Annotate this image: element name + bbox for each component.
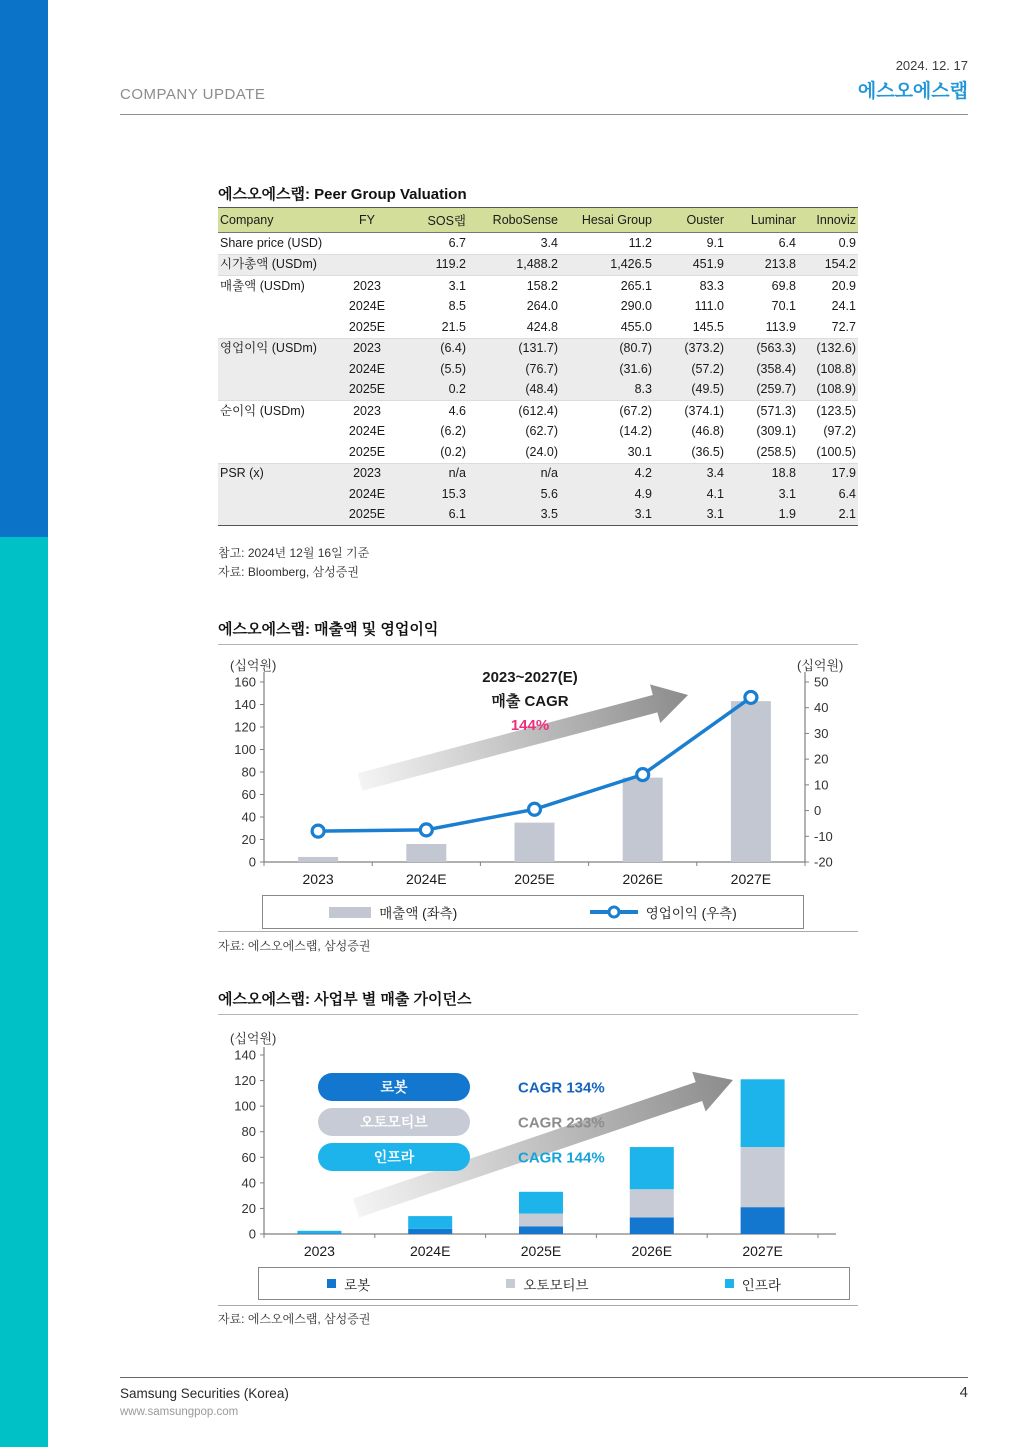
value-cell: 0.9	[838, 235, 856, 250]
row-label-cell: 시가총액 (USDm)	[218, 254, 336, 276]
peer-valuation-table	[218, 207, 858, 526]
legend-item	[327, 1274, 370, 1294]
value-cell: 145.5	[692, 319, 724, 334]
chart2-legend	[258, 1267, 850, 1300]
legend-label: 로봇	[344, 1277, 371, 1293]
segment-bar-2027E	[741, 1147, 785, 1207]
chart2-axis-unit: (십억원)	[230, 1031, 277, 1046]
right-tick-label: 0	[814, 803, 822, 819]
table-row	[218, 380, 858, 401]
segment-pill-label: 오토모티브	[360, 1114, 428, 1130]
left-tick-label: 160	[234, 674, 256, 690]
value-cell: (374.1)	[654, 401, 726, 422]
segment-bar-2027E	[741, 1079, 785, 1147]
fiscal-year-cell: 2023	[336, 276, 398, 297]
fiscal-year-cell	[336, 254, 398, 276]
value-cell: (62.7)	[525, 424, 558, 439]
x-axis-label: 2027E	[730, 871, 772, 887]
segment-bar-2025E	[519, 1192, 563, 1214]
value-cell: (67.2)	[560, 401, 654, 422]
chart1-left-axis-unit: (십억원)	[230, 658, 277, 673]
value-cell: (76.7)	[468, 359, 560, 380]
value-cell: (5.5)	[398, 359, 468, 380]
row-label-cell	[218, 442, 336, 463]
x-axis-label: 2026E	[631, 1243, 673, 1259]
footer-divider	[120, 1377, 968, 1378]
table-row	[218, 254, 858, 276]
value-cell: 20.9	[798, 276, 858, 297]
chart1-title: 에스오에스랩: 매출액 및 영업이익	[218, 618, 858, 645]
value-cell: 451.9	[654, 254, 726, 276]
sidebar-accent-teal	[0, 537, 48, 1447]
left-tick-label: 20	[241, 832, 256, 847]
page-number: 4	[959, 1384, 968, 1401]
value-cell: 6.4	[798, 484, 858, 505]
table-row	[218, 442, 858, 463]
value-cell: 72.7	[831, 319, 856, 334]
value-cell: 9.1	[706, 235, 724, 250]
value-cell: 3.1	[726, 484, 798, 505]
revenue-bar-2026E	[623, 778, 663, 862]
right-tick-label: 50	[814, 674, 829, 690]
fiscal-year-cell: 2024E	[348, 424, 386, 439]
revenue-swatch	[329, 907, 371, 918]
fiscal-year-cell: 2024E	[336, 359, 398, 380]
value-cell: (46.8)	[691, 424, 724, 439]
legend-item-revenue	[329, 902, 457, 922]
fiscal-year-cell: 2023	[336, 463, 398, 484]
table-row	[218, 484, 858, 505]
value-cell: 424.8	[526, 319, 558, 334]
value-cell: (108.8)	[798, 359, 858, 380]
value-cell: 119.2	[398, 254, 468, 276]
legend-label: 오토모티브	[523, 1277, 589, 1293]
value-cell: 4.1	[654, 484, 726, 505]
x-axis-label: 2025E	[514, 871, 555, 887]
value-cell: 8.5	[448, 299, 466, 314]
value-cell: n/a	[468, 463, 560, 484]
value-cell: 154.2	[798, 254, 858, 276]
value-cell: (258.5)	[756, 444, 796, 459]
table-row	[218, 505, 858, 526]
chart1-source: 자료: 에스오에스랩, 삼성증권	[218, 939, 371, 953]
fiscal-year-cell	[336, 233, 398, 255]
legend-label: 매출액 (좌측)	[379, 906, 458, 921]
value-cell: 69.8	[726, 276, 798, 297]
company-name: 에스오에스랩	[857, 81, 968, 102]
segment-bar-2026E	[630, 1147, 674, 1189]
segment-bar-2026E	[630, 1217, 674, 1234]
revenue-bar-2025E	[515, 823, 555, 862]
segment-bar-2026E	[630, 1189, 674, 1217]
value-cell: 113.9	[765, 319, 796, 334]
value-cell: 3.4	[540, 235, 558, 250]
row-label-cell	[218, 317, 336, 338]
value-cell: 290.0	[620, 299, 652, 314]
column-header: Ouster	[654, 208, 726, 233]
value-cell: 3.4	[654, 463, 726, 484]
fiscal-year-cell: 2025E	[336, 380, 398, 401]
x-axis-label: 2023	[302, 871, 334, 887]
value-cell: 24.1	[831, 299, 856, 314]
column-header: RoboSense	[468, 208, 560, 233]
x-axis-label: 2025E	[520, 1243, 562, 1259]
x-axis-label: 2027E	[742, 1243, 783, 1259]
table-row	[218, 463, 858, 484]
legend-item	[506, 1274, 588, 1294]
segment-bar-2023	[297, 1233, 341, 1234]
footer-firm-name: Samsung Securities (Korea)	[120, 1386, 289, 1401]
row-label-cell: Share price (USD)	[220, 235, 323, 250]
row-label-cell	[218, 422, 336, 443]
chart2-source: 자료: 에스오에스랩, 삼성증권	[218, 1312, 371, 1326]
x-axis-label: 2023	[303, 1243, 335, 1259]
segment-pill-label: 인프라	[373, 1149, 415, 1165]
value-cell: 1.9	[726, 505, 798, 526]
segment-bar-2024E	[408, 1216, 452, 1229]
header-divider	[120, 114, 968, 115]
x-axis-label: 2024E	[409, 1243, 451, 1259]
table-row	[218, 359, 858, 380]
chart2-svg	[218, 1015, 858, 1267]
value-cell: 83.3	[654, 276, 726, 297]
column-header: Hesai Group	[560, 208, 654, 233]
value-cell: 455.0	[620, 319, 652, 334]
value-cell: (6.4)	[398, 338, 468, 359]
legend-label: 인프라	[741, 1277, 781, 1293]
value-cell: 111.0	[694, 299, 724, 314]
operating-profit-point-2024E	[420, 824, 432, 836]
left-tick-label: 100	[234, 742, 256, 757]
report-date: 2024. 12. 17	[895, 58, 968, 73]
chart1-annotation	[400, 666, 660, 738]
value-cell: 17.9	[798, 463, 858, 484]
left-tick-label: 140	[234, 697, 256, 712]
chart1-right-axis-unit: (십억원)	[797, 658, 844, 673]
value-cell: 1,426.5	[560, 254, 654, 276]
left-tick-label: 120	[234, 1073, 256, 1089]
fiscal-year-cell: 2025E	[348, 319, 386, 334]
value-cell: 70.1	[771, 299, 796, 314]
value-cell: (97.2)	[823, 424, 856, 439]
value-cell: (108.9)	[798, 380, 858, 401]
right-tick-label: 40	[814, 700, 829, 716]
fiscal-year-cell: 2024E	[336, 484, 398, 505]
left-tick-label: 60	[241, 1149, 256, 1165]
value-cell: (31.6)	[560, 359, 654, 380]
value-cell: 158.2	[468, 276, 560, 297]
segment-bar-2025E	[519, 1226, 563, 1234]
column-header: Innoviz	[798, 208, 858, 233]
row-label-cell	[218, 359, 336, 380]
value-cell: 3.1	[654, 505, 726, 526]
annotation-period: 2023~2027(E)	[482, 669, 578, 686]
segment-cagr-label: CAGR 144%	[518, 1149, 605, 1167]
value-cell: 3.5	[468, 505, 560, 526]
value-cell: (259.7)	[726, 380, 798, 401]
operating-profit-point-2026E	[637, 769, 649, 781]
operating-profit-point-2023	[312, 825, 324, 837]
row-label-cell: 영업이익 (USDm)	[218, 338, 336, 359]
operating-profit-point-2025E	[529, 803, 541, 815]
column-header: Luminar	[726, 208, 798, 233]
row-label-cell	[218, 380, 336, 401]
value-cell: (48.4)	[468, 380, 560, 401]
segment-bar-2023	[297, 1231, 341, 1234]
revenue-bar-2027E	[731, 701, 771, 862]
table-note-basis: 참고: 2024년 12월 16일 기준	[218, 546, 370, 560]
value-cell: (49.5)	[654, 380, 726, 401]
right-tick-label: -20	[814, 854, 833, 870]
row-label-cell	[218, 505, 336, 526]
value-cell: 21.5	[441, 319, 466, 334]
row-label-cell	[218, 297, 336, 318]
operating-profit-point-2027E	[745, 691, 757, 703]
line-swatch	[590, 910, 638, 914]
value-cell: 2.1	[798, 505, 858, 526]
segment-bar-2025E	[519, 1214, 563, 1227]
value-cell: 0.2	[398, 380, 468, 401]
value-cell: 213.8	[726, 254, 798, 276]
right-tick-label: 30	[814, 725, 829, 741]
value-cell: 6.4	[778, 235, 796, 250]
table-row	[218, 422, 858, 443]
legend-item	[725, 1274, 781, 1294]
value-cell: (123.5)	[798, 401, 858, 422]
left-tick-label: 140	[234, 1047, 256, 1063]
value-cell: (373.2)	[654, 338, 726, 359]
value-cell: 3.1	[560, 505, 654, 526]
segment-bar-2027E	[741, 1207, 785, 1234]
right-tick-label: 10	[814, 777, 829, 793]
table-title: 에스오에스랩: Peer Group Valuation	[218, 186, 467, 203]
value-cell: (132.6)	[798, 338, 858, 359]
fiscal-year-cell: 2023	[336, 338, 398, 359]
row-label-cell: 매출액 (USDm)	[218, 276, 336, 297]
right-tick-label: -10	[814, 828, 833, 844]
value-cell: 264.0	[526, 299, 558, 314]
value-cell: (24.0)	[525, 444, 558, 459]
left-tick-label: 100	[234, 1098, 256, 1114]
row-label-cell: 순이익 (USDm)	[218, 401, 336, 422]
value-cell: 4.6	[398, 401, 468, 422]
segment-cagr-label: CAGR 134%	[518, 1079, 605, 1097]
legend-label: 영업이익 (우측)	[645, 906, 737, 921]
value-cell: (100.5)	[816, 444, 856, 459]
annotation-cagr-value: 144%	[510, 717, 550, 734]
value-cell: 18.8	[726, 463, 798, 484]
value-cell: 4.2	[560, 463, 654, 484]
value-cell: 5.6	[468, 484, 560, 505]
value-cell: (571.3)	[726, 401, 798, 422]
legend-swatch	[327, 1279, 336, 1288]
left-tick-label: 40	[241, 809, 256, 825]
annotation-metric: 매출 CAGR	[491, 693, 569, 710]
peer-table-head	[218, 208, 858, 233]
value-cell: 11.2	[628, 235, 652, 250]
value-cell: (309.1)	[756, 424, 796, 439]
line-dot	[607, 906, 620, 919]
table-row	[218, 297, 858, 318]
value-cell: n/a	[398, 463, 468, 484]
value-cell: (358.4)	[726, 359, 798, 380]
value-cell: (36.5)	[691, 444, 724, 459]
legend-swatch	[506, 1279, 515, 1288]
value-cell: 6.1	[398, 505, 468, 526]
x-axis-label: 2024E	[406, 871, 447, 887]
value-cell: 15.3	[398, 484, 468, 505]
value-cell: 3.1	[398, 276, 468, 297]
value-cell: (57.2)	[654, 359, 726, 380]
column-header: Company	[218, 208, 336, 233]
brand-label: COMPANY UPDATE	[120, 86, 266, 103]
row-label-cell: PSR (x)	[218, 463, 336, 484]
footer-website: www.samsungpop.com	[120, 1406, 239, 1418]
right-tick-label: 20	[814, 751, 829, 767]
legend-item-operating-profit	[590, 902, 737, 922]
table-note-source: 자료: Bloomberg, 삼성증권	[218, 565, 359, 579]
row-label-cell	[218, 484, 336, 505]
revenue-bar-2024E	[406, 844, 446, 862]
sidebar-accent-blue	[0, 0, 48, 537]
chart2-source-divider	[218, 1305, 858, 1306]
segment-cagr-label: CAGR 233%	[518, 1114, 605, 1132]
value-cell: (131.7)	[468, 338, 560, 359]
value-cell: 4.9	[560, 484, 654, 505]
segment-pill-label: 로봇	[380, 1079, 408, 1095]
table-row	[218, 276, 858, 297]
fiscal-year-cell: 2025E	[336, 505, 398, 526]
fiscal-year-cell: 2023	[336, 401, 398, 422]
left-tick-label: 0	[248, 1226, 256, 1242]
left-tick-label: 40	[241, 1175, 256, 1191]
value-cell: 1,488.2	[468, 254, 560, 276]
column-header: SOS랩	[398, 208, 468, 233]
x-axis-label: 2026E	[622, 871, 663, 887]
value-cell: (563.3)	[726, 338, 798, 359]
value-cell: (14.2)	[619, 424, 652, 439]
left-tick-label: 60	[241, 787, 256, 802]
value-cell: 6.7	[448, 235, 466, 250]
left-tick-label: 20	[241, 1200, 256, 1216]
left-tick-label: 0	[248, 854, 256, 870]
revenue-bar-2023	[298, 857, 338, 862]
chart1-source-divider	[218, 931, 858, 932]
left-tick-label: 120	[234, 719, 256, 735]
table-row	[218, 233, 858, 255]
fiscal-year-cell: 2025E	[348, 444, 386, 459]
column-header: FY	[336, 208, 398, 233]
value-cell: 265.1	[560, 276, 654, 297]
value-cell: 30.1	[627, 444, 652, 459]
peer-table-body	[218, 233, 858, 526]
chart1-legend	[262, 895, 804, 929]
value-cell: 8.3	[560, 380, 654, 401]
left-tick-label: 80	[241, 764, 256, 780]
table-row	[218, 338, 858, 359]
table-row	[218, 317, 858, 338]
chart2-title: 에스오에스랩: 사업부 별 매출 가이던스	[218, 988, 858, 1015]
value-cell: (612.4)	[468, 401, 560, 422]
table-row	[218, 401, 858, 422]
legend-swatch	[725, 1279, 734, 1288]
value-cell: (80.7)	[560, 338, 654, 359]
fiscal-year-cell: 2024E	[348, 299, 386, 314]
left-tick-label: 80	[241, 1124, 256, 1140]
value-cell: (6.2)	[440, 424, 466, 439]
segment-bar-2024E	[408, 1229, 452, 1234]
value-cell: (0.2)	[440, 444, 466, 459]
